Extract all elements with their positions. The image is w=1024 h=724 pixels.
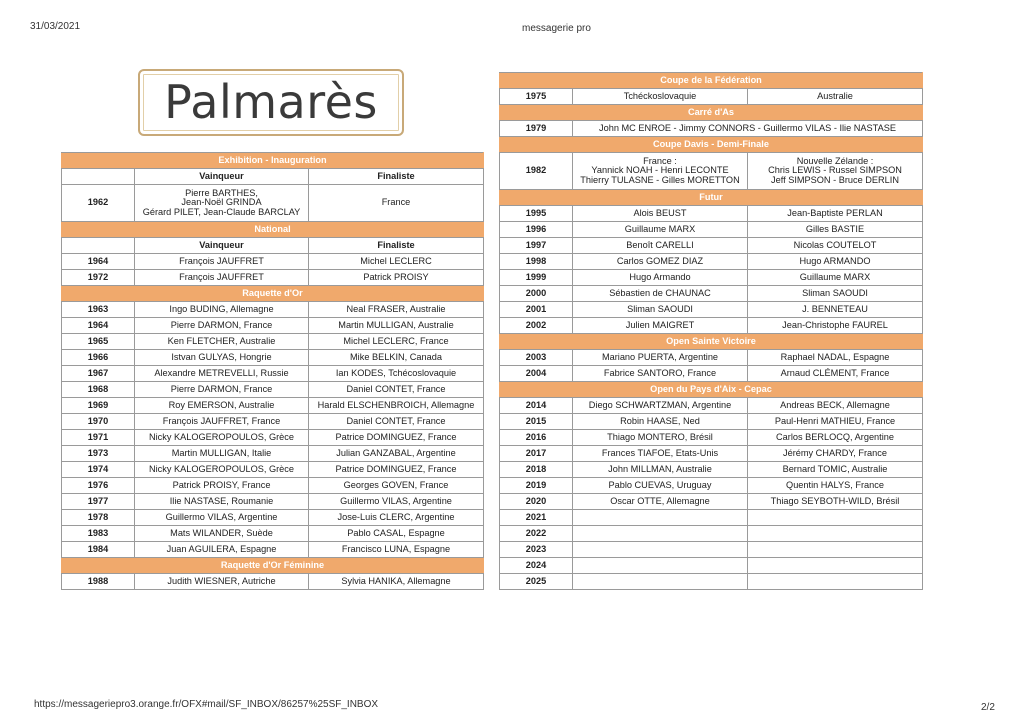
participants-cell: John MC ENROE - Jimmy CONNORS - Guillermo VILAS - Ilie NASTASE (573, 121, 923, 137)
section-header (500, 137, 923, 153)
winner-cell: Carlos GOMEZ DIAZ (573, 254, 748, 270)
table-row (62, 542, 484, 558)
print-header-title: messagerie pro (522, 23, 591, 34)
year-cell: 1995 (500, 206, 573, 222)
winner-cell: Pierre BARTHES, Jean-Noël GRINDA Gérard PILET, Jean-Claude BARCLAY (135, 185, 309, 222)
finalist-cell: Jean-Christophe FAUREL (748, 318, 923, 334)
section-title: Futur (500, 190, 923, 206)
winner-cell: Guillermo VILAS, Argentine (135, 510, 309, 526)
year-cell: 1967 (62, 366, 135, 382)
winner-cell: Hugo Armando (573, 270, 748, 286)
table-row (500, 153, 923, 190)
table-row (500, 542, 923, 558)
winner-cell: François JAUFFRET (135, 270, 309, 286)
year-cell: 2002 (500, 318, 573, 334)
winner-cell: Frances TIAFOE, Etats-Unis (573, 446, 748, 462)
table-row (62, 462, 484, 478)
finalist-cell: France (309, 185, 484, 222)
finalist-cell: Gilles BASTIE (748, 222, 923, 238)
table-row (500, 494, 923, 510)
column-header-row (62, 238, 484, 254)
table-row (62, 185, 484, 222)
table-row (62, 446, 484, 462)
year-cell: 1998 (500, 254, 573, 270)
winner-cell: Patrick PROISY, France (135, 478, 309, 494)
year-cell: 2019 (500, 478, 573, 494)
winner-cell: Nicky KALOGEROPOULOS, Grèce (135, 430, 309, 446)
winner-cell: Tchéckoslovaquie (573, 89, 748, 105)
winner-cell: Guillaume MARX (573, 222, 748, 238)
winner-column-header: Vainqueur (135, 169, 309, 185)
table-row (500, 206, 923, 222)
table-row (500, 89, 923, 105)
table-row (500, 222, 923, 238)
year-cell: 1999 (500, 270, 573, 286)
winner-cell: Pablo CUEVAS, Uruguay (573, 478, 748, 494)
table-row (62, 430, 484, 446)
finalist-cell: Patrice DOMINGUEZ, France (309, 430, 484, 446)
year-cell: 1982 (500, 153, 573, 190)
finalist-cell: Patrick PROISY (309, 270, 484, 286)
year-cell: 2021 (500, 510, 573, 526)
finalist-cell: Jose-Luis CLERC, Argentine (309, 510, 484, 526)
year-cell: 1997 (500, 238, 573, 254)
winner-cell: Fabrice SANTORO, France (573, 366, 748, 382)
finalist-cell: Michel LECLERC (309, 254, 484, 270)
year-cell: 1983 (62, 526, 135, 542)
year-cell: 2014 (500, 398, 573, 414)
year-cell: 1979 (500, 121, 573, 137)
table-row (500, 350, 923, 366)
table-row (500, 238, 923, 254)
section-header (62, 286, 484, 302)
section-title: Open du Pays d'Aix - Cepac (500, 382, 923, 398)
winner-cell (573, 510, 748, 526)
table-row (62, 366, 484, 382)
year-cell: 2000 (500, 286, 573, 302)
finalist-cell (748, 574, 923, 590)
winner-cell: Mariano PUERTA, Argentine (573, 350, 748, 366)
winner-cell: Mats WILANDER, Suède (135, 526, 309, 542)
table-row (62, 318, 484, 334)
year-cell: 1972 (62, 270, 135, 286)
table-row (500, 558, 923, 574)
section-title: Coupe de la Fédération (500, 73, 923, 89)
print-footer-url: https://messageriepro3.orange.fr/OFX#mail/SF_INBOX/86257%25SF_INBOX (34, 699, 379, 710)
table-row (62, 302, 484, 318)
year-cell: 2001 (500, 302, 573, 318)
table-row (500, 430, 923, 446)
table-row (62, 574, 484, 590)
finalist-cell: Arnaud CLÉMENT, France (748, 366, 923, 382)
table-row (500, 254, 923, 270)
table-row (500, 286, 923, 302)
year-cell: 1970 (62, 414, 135, 430)
year-cell: 2025 (500, 574, 573, 590)
finalist-cell: Jérémy CHARDY, France (748, 446, 923, 462)
winner-cell (573, 574, 748, 590)
table-row (62, 494, 484, 510)
finalist-cell (748, 510, 923, 526)
section-header (62, 558, 484, 574)
finalist-cell (748, 526, 923, 542)
finalist-cell: Quentin HALYS, France (748, 478, 923, 494)
winner-cell: Thiago MONTERO, Brésil (573, 430, 748, 446)
table-row (62, 478, 484, 494)
year-cell: 1963 (62, 302, 135, 318)
table-row (62, 526, 484, 542)
year-cell: 1964 (62, 318, 135, 334)
right-results-table (499, 72, 923, 590)
winner-cell: Judith WIESNER, Autriche (135, 574, 309, 590)
section-title: Carré d'As (500, 105, 923, 121)
section-header (62, 222, 484, 238)
left-results-table (61, 152, 484, 590)
finalist-cell: Guillaume MARX (748, 270, 923, 286)
table-row (500, 478, 923, 494)
winner-cell: Robin HAASE, Ned (573, 414, 748, 430)
year-cell: 1977 (62, 494, 135, 510)
title-frame (138, 69, 404, 136)
page-title: Palmarès (164, 75, 378, 129)
section-title: Raquette d'Or (62, 286, 484, 302)
finalist-cell: Julian GANZABAL, Argentine (309, 446, 484, 462)
year-cell: 2004 (500, 366, 573, 382)
table-row (500, 526, 923, 542)
year-column-header (62, 238, 135, 254)
table-row (62, 270, 484, 286)
year-cell: 1965 (62, 334, 135, 350)
winner-cell: Julien MAIGRET (573, 318, 748, 334)
section-title: Open Sainte Victoire (500, 334, 923, 350)
winner-cell (573, 558, 748, 574)
table-row (62, 334, 484, 350)
finalist-cell: J. BENNETEAU (748, 302, 923, 318)
year-cell: 1969 (62, 398, 135, 414)
table-row (62, 414, 484, 430)
finalist-cell: Michel LECLERC, France (309, 334, 484, 350)
finalist-cell: Andreas BECK, Allemagne (748, 398, 923, 414)
winner-cell: Diego SCHWARTZMAN, Argentine (573, 398, 748, 414)
year-cell: 2018 (500, 462, 573, 478)
finalist-cell: Georges GOVEN, France (309, 478, 484, 494)
year-cell: 1974 (62, 462, 135, 478)
table-row (62, 254, 484, 270)
winner-column-header: Vainqueur (135, 238, 309, 254)
table-row (500, 366, 923, 382)
winner-cell: Juan AGUILERA, Espagne (135, 542, 309, 558)
table-row (500, 462, 923, 478)
year-cell: 1964 (62, 254, 135, 270)
table-row (500, 302, 923, 318)
year-cell: 1978 (62, 510, 135, 526)
year-cell: 1971 (62, 430, 135, 446)
winner-cell: John MILLMAN, Australie (573, 462, 748, 478)
table-row (500, 270, 923, 286)
year-cell: 2023 (500, 542, 573, 558)
year-cell: 2017 (500, 446, 573, 462)
finalist-cell (748, 542, 923, 558)
finalist-cell: Carlos BERLOCQ, Argentine (748, 430, 923, 446)
winner-cell: Oscar OTTE, Allemagne (573, 494, 748, 510)
section-header (500, 105, 923, 121)
finalist-cell: Pablo CASAL, Espagne (309, 526, 484, 542)
winner-cell: Ilie NASTASE, Roumanie (135, 494, 309, 510)
year-cell: 1996 (500, 222, 573, 238)
finalist-cell: Thiago SEYBOTH-WILD, Brésil (748, 494, 923, 510)
finalist-cell: Ian KODES, Tchécoslovaquie (309, 366, 484, 382)
finalist-cell: Bernard TOMIC, Australie (748, 462, 923, 478)
table-row (500, 398, 923, 414)
year-column-header (62, 169, 135, 185)
year-cell: 1968 (62, 382, 135, 398)
table-row (62, 398, 484, 414)
year-cell: 2015 (500, 414, 573, 430)
winner-cell: Alexandre METREVELLI, Russie (135, 366, 309, 382)
finalist-column-header: Finaliste (309, 238, 484, 254)
finalist-cell: Martin MULLIGAN, Australie (309, 318, 484, 334)
table-row (500, 414, 923, 430)
year-cell: 2022 (500, 526, 573, 542)
year-cell: 1988 (62, 574, 135, 590)
finalist-cell: Nouvelle Zélande : Chris LEWIS - Russel SIMPSON Jeff SIMPSON - Bruce DERLIN (748, 153, 923, 190)
year-cell: 2016 (500, 430, 573, 446)
winner-cell: François JAUFFRET, France (135, 414, 309, 430)
table-row (62, 510, 484, 526)
finalist-cell: Nicolas COUTELOT (748, 238, 923, 254)
finalist-cell: Raphael NADAL, Espagne (748, 350, 923, 366)
section-header (500, 73, 923, 89)
finalist-cell: Francisco LUNA, Espagne (309, 542, 484, 558)
column-header-row (62, 169, 484, 185)
finalist-column-header: Finaliste (309, 169, 484, 185)
finalist-cell: Patrice DOMINGUEZ, France (309, 462, 484, 478)
finalist-cell: Sliman SAOUDI (748, 286, 923, 302)
finalist-cell: Jean-Baptiste PERLAN (748, 206, 923, 222)
winner-cell: Ingo BUDING, Allemagne (135, 302, 309, 318)
table-row (500, 318, 923, 334)
finalist-cell: Australie (748, 89, 923, 105)
finalist-cell: Paul-Henri MATHIEU, France (748, 414, 923, 430)
print-date: 31/03/2021 (30, 21, 81, 32)
finalist-cell: Sylvia HANIKA, Allemagne (309, 574, 484, 590)
winner-cell: Istvan GULYAS, Hongrie (135, 350, 309, 366)
finalist-cell (748, 558, 923, 574)
winner-cell: Alois BEUST (573, 206, 748, 222)
table-row (500, 574, 923, 590)
winner-cell: Sébastien de CHAUNAC (573, 286, 748, 302)
table-row (500, 121, 923, 137)
finalist-cell: Hugo ARMANDO (748, 254, 923, 270)
year-cell: 1975 (500, 89, 573, 105)
winner-cell: Nicky KALOGEROPOULOS, Grèce (135, 462, 309, 478)
winner-cell: Pierre DARMON, France (135, 318, 309, 334)
winner-cell: François JAUFFRET (135, 254, 309, 270)
table-row (62, 350, 484, 366)
finalist-cell: Daniel CONTET, France (309, 382, 484, 398)
year-cell: 2020 (500, 494, 573, 510)
winner-cell: Ken FLETCHER, Australie (135, 334, 309, 350)
finalist-cell: Guillermo VILAS, Argentine (309, 494, 484, 510)
table-row (62, 382, 484, 398)
year-cell: 1984 (62, 542, 135, 558)
winner-cell: Pierre DARMON, France (135, 382, 309, 398)
winner-cell (573, 526, 748, 542)
finalist-cell: Harald ELSCHENBROICH, Allemagne (309, 398, 484, 414)
year-cell: 1976 (62, 478, 135, 494)
page-number: 2/2 (981, 702, 995, 713)
finalist-cell: Daniel CONTET, France (309, 414, 484, 430)
winner-cell: Roy EMERSON, Australie (135, 398, 309, 414)
table-row (500, 510, 923, 526)
finalist-cell: Neal FRASER, Australie (309, 302, 484, 318)
section-header (62, 153, 484, 169)
section-header (500, 334, 923, 350)
section-title: Coupe Davis - Demi-Finale (500, 137, 923, 153)
year-cell: 2024 (500, 558, 573, 574)
winner-cell: Martin MULLIGAN, Italie (135, 446, 309, 462)
winner-cell: Benoît CARELLI (573, 238, 748, 254)
year-cell: 1962 (62, 185, 135, 222)
year-cell: 2003 (500, 350, 573, 366)
section-title: Raquette d'Or Féminine (62, 558, 484, 574)
section-header (500, 190, 923, 206)
table-row (500, 446, 923, 462)
section-title: National (62, 222, 484, 238)
winner-cell: Sliman SAOUDI (573, 302, 748, 318)
section-title: Exhibition - Inauguration (62, 153, 484, 169)
section-header (500, 382, 923, 398)
year-cell: 1973 (62, 446, 135, 462)
winner-cell: France : Yannick NOAH - Henri LECONTE Thierry TULASNE - Gilles MORETTON (573, 153, 748, 190)
finalist-cell: Mike BELKIN, Canada (309, 350, 484, 366)
winner-cell (573, 542, 748, 558)
year-cell: 1966 (62, 350, 135, 366)
